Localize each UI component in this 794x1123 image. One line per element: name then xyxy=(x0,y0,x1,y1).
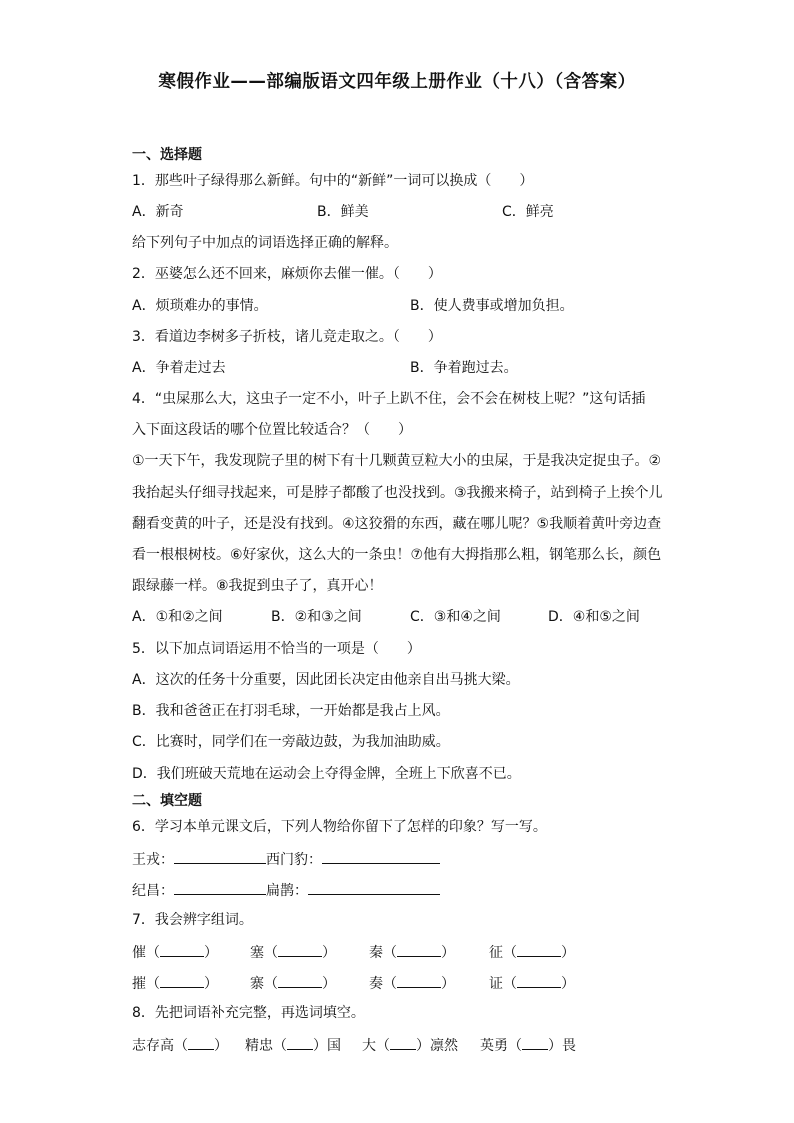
q6-label-jichang: 纪昌： xyxy=(132,883,174,899)
q7-blank[interactable] xyxy=(397,974,441,988)
q7-item-zheng2: 证（ ） xyxy=(489,976,575,992)
q4-option-d: D．④和⑤之间 xyxy=(548,609,640,625)
q7-blank[interactable] xyxy=(160,974,204,988)
q4-passage-line3: 翻看变黄的叶子，还是没有找到。④这狡猾的东西，藏在哪儿呢？⑤我顺着黄叶旁边查 xyxy=(132,516,662,532)
q6-blank-bianque[interactable] xyxy=(308,880,440,895)
q7-item-cui: 催（ ） xyxy=(132,945,218,961)
q8-blank-2[interactable] xyxy=(287,1036,313,1050)
q7-blank[interactable] xyxy=(160,943,204,957)
q7-blank[interactable] xyxy=(278,974,322,988)
q7-item-qin: 秦（ ） xyxy=(369,945,455,961)
q5-option-d: D．我们班破天荒地在运动会上夺得金牌，全班上下欣喜不已。 xyxy=(132,766,521,782)
q7-blank[interactable] xyxy=(397,943,441,957)
q6-label-wangrong: 王戎： xyxy=(132,852,174,868)
q4-passage-line2: 我抬起头仔细寻找起来，可是脖子都酸了也没找到。③我搬来椅子，站到椅子上挨个儿 xyxy=(132,485,663,501)
q6-blank-ximenbao[interactable] xyxy=(322,849,440,864)
q1-option-b: B．鲜美 xyxy=(317,204,369,220)
q5-option-c: C．比赛时，同学们在一旁敲边鼓，为我加油助威。 xyxy=(132,734,450,750)
section-heading-choice: 一、选择题 xyxy=(132,147,202,163)
q4-passage-line1: ①一天下午，我发现院子里的树下有十几颗黄豆粒大小的虫屎，于是我决定捉虫子。② xyxy=(132,453,662,469)
question-2-stem: 2．巫婆怎么还不回来，麻烦你去催一催。（ ） xyxy=(132,266,442,282)
q6-row2 xyxy=(132,880,440,900)
section-heading-fill: 二、填空题 xyxy=(132,793,202,809)
question-8-stem: 8．先把词语补充完整，再选词填空。 xyxy=(132,1005,365,1021)
q1-option-c: C．鲜亮 xyxy=(502,204,554,220)
q6-label-bianque: 扁鹊： xyxy=(266,883,308,899)
question-3-stem: 3．看道边李树多子折枝，诸儿竞走取之。（ ） xyxy=(132,329,442,345)
q8-word-4: 英勇（ ）畏 xyxy=(480,1038,576,1054)
q5-option-b: B．我和爸爸正在打羽毛球，一开始都是我占上风。 xyxy=(132,703,450,719)
question-7-stem: 7．我会辨字组词。 xyxy=(132,912,253,928)
q3-option-b: B．争着跑过去。 xyxy=(410,360,518,376)
q8-word-1: 志存高（ ） xyxy=(132,1038,228,1054)
q7-blank[interactable] xyxy=(517,974,561,988)
q5-option-a: A．这次的任务十分重要，因此团长决定由他亲自出马挑大梁。 xyxy=(132,672,520,688)
q2-option-a: A．烦琐难办的事情。 xyxy=(132,298,268,314)
q8-word-2: 精忠（ ）国 xyxy=(245,1038,341,1054)
question-6-stem: 6．学习本单元课文后，下列人物给你留下了怎样的印象？写一写。 xyxy=(132,819,547,835)
page-title: 寒假作业——部编版语文四年级上册作业（十八）（含答案） xyxy=(158,72,636,92)
q6-blank-wangrong[interactable] xyxy=(174,849,266,864)
q6-row1 xyxy=(132,849,440,869)
q1-option-a: A．新奇 xyxy=(132,204,184,220)
q6-label-ximenbao: 西门豹： xyxy=(266,852,322,868)
question-4-stem-line2: 入下面这段话的哪个位置比较适合？（ ） xyxy=(132,422,412,438)
q6-blank-jichang[interactable] xyxy=(174,880,266,895)
q4-option-c: C．③和④之间 xyxy=(410,609,501,625)
q7-item-cui2: 摧（ ） xyxy=(132,976,218,992)
q7-blank[interactable] xyxy=(278,943,322,957)
q4-option-a: A．①和②之间 xyxy=(132,609,223,625)
q4-passage-line4: 看一根根树枝。⑥好家伙，这么大的一条虫！⑦他有大拇指那么粗，钢笔那么长，颜色 xyxy=(132,547,662,563)
instruction-text: 给下列句子中加点的词语选择正确的解释。 xyxy=(132,235,398,251)
q7-item-zhai: 寨（ ） xyxy=(250,976,336,992)
q7-item-zou: 奏（ ） xyxy=(369,976,455,992)
question-1-stem: 1．那些叶子绿得那么新鲜。句中的“新鲜”一词可以换成（ ） xyxy=(132,173,534,189)
q2-option-b: B．使人费事或增加负担。 xyxy=(410,298,574,314)
q3-option-a: A．争着走过去 xyxy=(132,360,226,376)
q8-word-3: 大（ ）凛然 xyxy=(362,1038,458,1054)
q7-item-sai: 塞（ ） xyxy=(250,945,336,961)
q7-item-zheng: 征（ ） xyxy=(489,945,575,961)
q4-option-b: B．②和③之间 xyxy=(271,609,362,625)
question-5-stem: 5．以下加点词语运用不恰当的一项是（ ） xyxy=(132,641,421,657)
question-4-stem-line1: 4．“虫屎那么大，这虫子一定不小，叶子上趴不住，会不会在树枝上呢？”这句话插 xyxy=(132,391,646,407)
q8-blank-4[interactable] xyxy=(522,1036,548,1050)
q4-passage-line5: 跟绿藤一样。⑧我捉到虫子了，真开心！ xyxy=(132,578,383,594)
q8-blank-3[interactable] xyxy=(390,1036,416,1050)
q7-blank[interactable] xyxy=(517,943,561,957)
q8-blank-1[interactable] xyxy=(188,1036,214,1050)
